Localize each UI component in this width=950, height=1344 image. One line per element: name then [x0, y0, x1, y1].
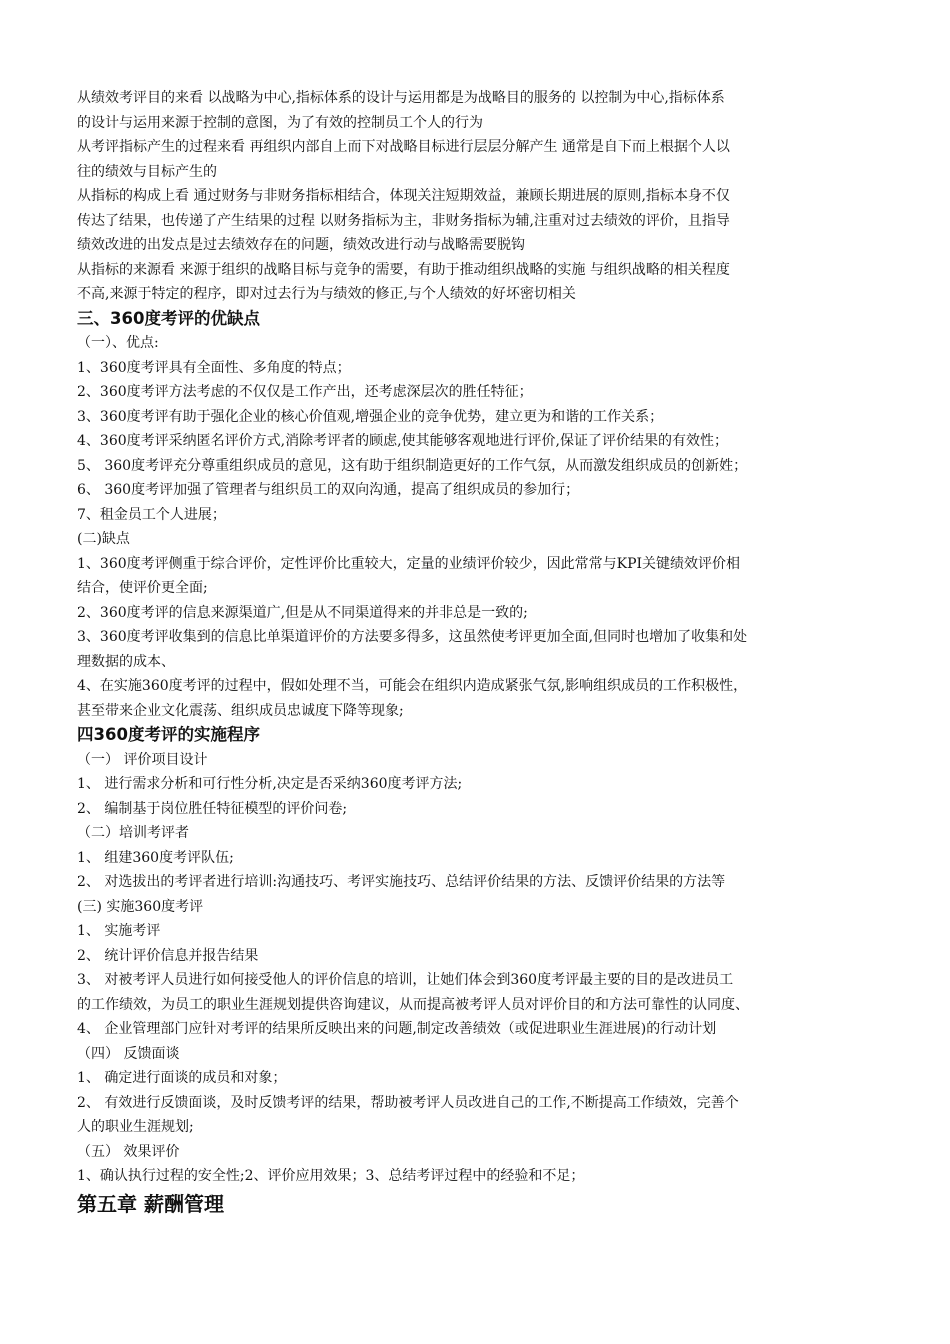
list-item: 1、 组建360度考评队伍;: [77, 849, 234, 866]
list-item: 的工作绩效，为员工的职业生涯规划提供咨询建议，从而提高被考评人员对评价目的和方法可靠性的认同度、: [77, 996, 749, 1013]
subsection-label: （五） 效果评价: [77, 1143, 180, 1160]
list-item: 2、 有效进行反馈面谈，及时反馈考评的结果，帮助被考评人员改进自己的工作,不断提高工作绩效，完善个: [77, 1094, 739, 1111]
list-item: 3、 对被考评人员进行如何接受他人的评价信息的培训，让她们体会到360度考评最主要的目的是改进员工: [77, 972, 734, 988]
list-item: 2、 对选拔出的考评者进行培训:沟通技巧、考评实施技巧、总结评价结果的方法、反馈评价结果的方法等: [77, 874, 726, 890]
document-page: [77, 86, 877, 1219]
list-item: 1、360度考评具有全面性、多角度的特点；: [77, 359, 351, 376]
list-item: 理数据的成本、: [77, 653, 175, 670]
list-item: 2、 统计评价信息并报告结果: [77, 947, 259, 964]
text-line: 绩效改进的出发点是过去绩效存在的问题，绩效改进行动与战略需要脱钩: [77, 237, 525, 253]
list-item: 1、 实施考评: [77, 923, 161, 939]
list-item: 3、360度考评收集到的信息比单渠道评价的方法要多得多，这虽然使考评更加全面,但同时也增加了收集和处: [77, 629, 748, 645]
text-line: 不高,来源于特定的程序，即对过去行为与绩效的修正,与个人绩效的好坏密切相关: [77, 286, 576, 302]
list-item: 1、确认执行过程的安全性;2、评价应用效果；3、总结考评过程中的经验和不足；: [77, 1168, 585, 1184]
subsection-label: （一） 评价项目设计: [77, 751, 208, 768]
text-line: 传达了结果，也传递了产生结果的过程 以财务指标为主，非财务指标为辅,注重对过去绩效的评价，且指导: [77, 212, 730, 229]
subsection-label: (三) 实施360度考评: [77, 898, 204, 915]
list-item: 1、 进行需求分析和可行性分析,决定是否采纳360度考评方法;: [77, 776, 463, 792]
list-item: 3、360度考评有助于强化企业的核心价值观,增强企业的竞争优势，建立更为和谐的工作关系；: [77, 408, 664, 425]
text-line: 从考评指标产生的过程来看 再组织内部自上而下对战略目标进行层层分解产生 通常是自下而上根据个人以: [77, 139, 730, 155]
list-item: 4、360度考评采纳匿名评价方式,消除考评者的顾虑,使其能够客观地进行评价,保证了评价结果的有效性；: [77, 433, 728, 449]
list-item: 1、360度考评侧重于综合评价，定性评价比重较大，定量的业绩评价较少，因此常常与KPI关键绩效评价相: [77, 555, 741, 572]
subsection-label: (二)缺点: [77, 531, 130, 547]
subsection-label: （四） 反馈面谈: [77, 1045, 180, 1062]
text-line: 往的绩效与目标产生的: [77, 163, 217, 180]
list-item: 2、 编制基于岗位胜任特征模型的评价问卷;: [77, 800, 348, 817]
list-item: 5、 360度考评充分尊重组织成员的意见，这有助于组织制造更好的工作气氛，从而激发组织成员的创新姓；: [77, 457, 748, 474]
list-item: 4、 企业管理部门应针对考评的结果所反映出来的问题,制定改善绩效（或促进职业生涯进展)的行动计划: [77, 1021, 717, 1037]
list-item: 4、在实施360度考评的过程中，假如处理不当，可能会在组织内造成紧张气氛,影响组织成员的工作积极性，: [77, 678, 748, 694]
list-item: 甚至带来企业文化震荡、组织成员忠诚度下降等现象;: [77, 702, 404, 719]
subsection-label: （一）、优点:: [77, 335, 159, 351]
list-item: 2、360度考评的信息来源渠道广,但是从不同渠道得来的并非总是一致的;: [77, 604, 528, 621]
section-heading-pros-cons: 三、360度考评的优缺点: [77, 308, 260, 328]
chapter-heading: 第五章 薪酬管理: [77, 1191, 224, 1216]
list-item: 7、租金员工个人进展；: [77, 506, 226, 523]
list-item: 1、 确定进行面谈的成员和对象；: [77, 1070, 287, 1086]
list-item: 6、 360度考评加强了管理者与组织员工的双向沟通，提高了组织成员的参加行；: [77, 482, 580, 498]
list-item: 结合，使评价更全面;: [77, 580, 208, 596]
text-line: 的设计与运用来源于控制的意图，为了有效的控制员工个人的行为: [77, 114, 483, 131]
text-line: 从指标的来源看 来源于组织的战略目标与竞争的需要，有助于推动组织战略的实施 与组织战略的相关程度: [77, 261, 730, 278]
list-item: 2、360度考评方法考虑的不仅仅是工作产出，还考虑深层次的胜任特征；: [77, 384, 533, 400]
section-heading-procedure: 四360度考评的实施程序: [77, 725, 260, 744]
text-line: 从绩效考评目的来看 以战略为中心,指标体系的设计与运用都是为战略目的服务的 以控制为中心,指标体系: [77, 90, 725, 106]
text-line: 从指标的构成上看 通过财务与非财务指标相结合，体现关注短期效益，兼顾长期进展的原则,指标本身不仅: [77, 188, 730, 204]
list-item: 人的职业生涯规划;: [77, 1119, 194, 1135]
subsection-label: （二）培训考评者: [77, 825, 189, 841]
